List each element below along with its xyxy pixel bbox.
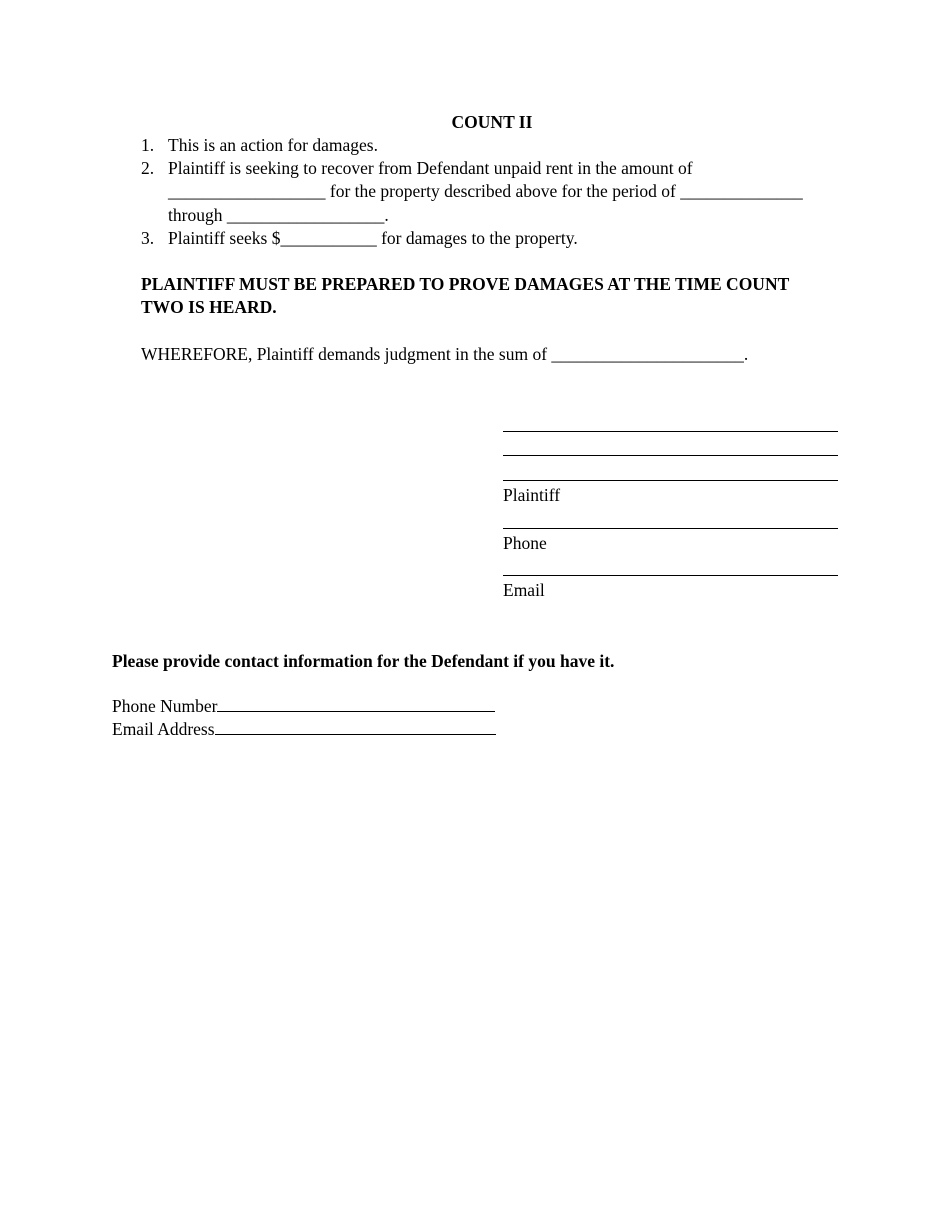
wherefore-clause: WHEREFORE, Plaintiff demands judgment in the sum of ______________________. [141,344,749,364]
item-text-line3: through __________________. [168,205,389,225]
item-text: Plaintiff seeks $___________ for damages to the property. [168,228,578,248]
defendant-phone-row [112,695,495,718]
item-text-line2: __________________ for the property described above for the period of ______________ [168,181,803,201]
signature-line-3[interactable] [503,480,838,481]
list-item-2 [141,157,693,180]
list-item-3 [141,227,578,250]
defendant-email-field[interactable] [215,720,496,735]
defendant-contact-heading: Please provide contact information for the Defendant if you have it. [112,651,615,671]
defendant-phone-label: Phone Number [112,696,218,716]
phone-line[interactable] [503,528,838,529]
item-number: 1. [141,135,155,155]
warning-line2: TWO IS HEARD. [141,297,277,317]
plaintiff-label: Plaintiff [503,485,561,505]
count-title: COUNT II [451,112,533,132]
list-item-1 [141,134,378,157]
defendant-phone-field[interactable] [217,697,495,712]
defendant-email-label: Email Address [112,719,215,739]
warning-line1: PLAINTIFF MUST BE PREPARED TO PROVE DAMAGES AT THE TIME COUNT [141,274,790,294]
item-number: 3. [141,228,155,248]
item-text-line1: Plaintiff is seeking to recover from Defendant unpaid rent in the amount of [168,158,693,178]
defendant-email-row [112,718,496,741]
item-text: This is an action for damages. [168,135,378,155]
signature-line-1[interactable] [503,431,838,432]
signature-line-2[interactable] [503,455,838,456]
email-label: Email [503,580,545,600]
item-number: 2. [141,158,155,178]
phone-label: Phone [503,533,547,553]
email-line[interactable] [503,575,838,576]
